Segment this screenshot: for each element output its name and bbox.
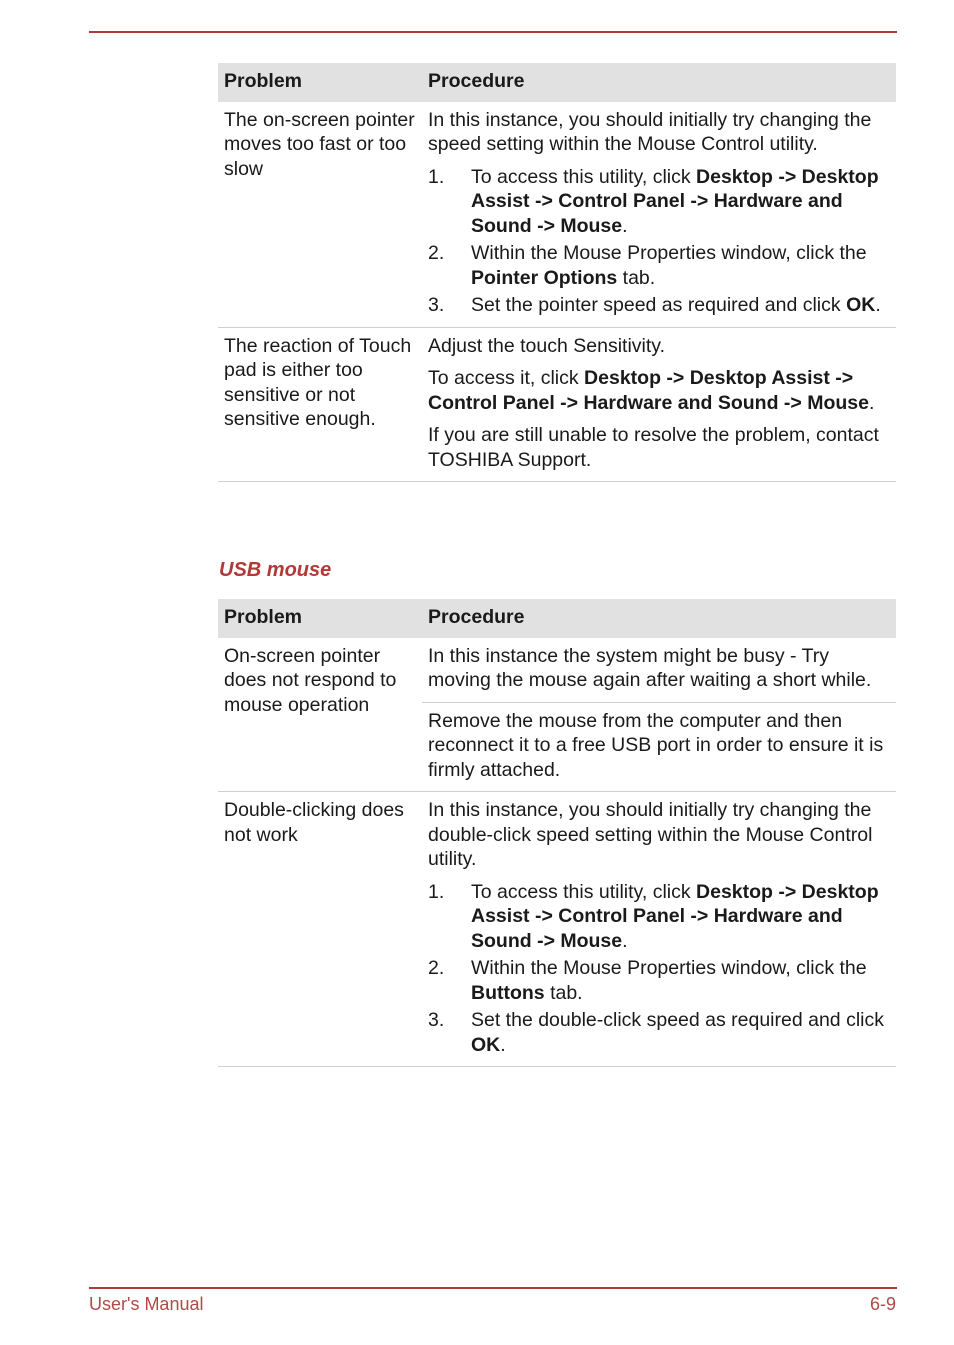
procedure-steps xyxy=(428,880,890,1058)
problem-cell: On-screen pointer does not respond to mouse operation xyxy=(218,638,422,792)
step-number: 3. xyxy=(428,1009,445,1031)
text-run: To access this utility, click xyxy=(471,880,697,903)
bold-text: Desktop -> Desktop Assist -> Control Panel -> Hardware and Sound -> Mouse xyxy=(471,880,879,952)
procedure-steps xyxy=(428,165,890,318)
procedure-intro: In this instance, you should initially try changing the speed setting within the Mouse Control utility. xyxy=(428,108,872,155)
column-header-procedure: Procedure xyxy=(422,63,896,102)
text-run: . xyxy=(868,391,875,414)
procedure-cell: In this instance the system might be busy - Try moving the mouse again after waiting a short while. xyxy=(422,638,896,703)
table-row xyxy=(218,102,896,328)
step-number: 2. xyxy=(428,957,445,979)
text-run: To access this utility, click xyxy=(471,165,697,188)
text-run: . xyxy=(500,1033,506,1056)
section-title-usb-mouse: USB mouse xyxy=(219,559,332,581)
bold-text: OK xyxy=(846,294,876,316)
text-run: tab. xyxy=(617,266,656,289)
procedure-step xyxy=(428,165,890,239)
footer-page-number: 6-9 xyxy=(869,1294,896,1314)
header-rule xyxy=(89,31,897,33)
procedure-intro: In this instance, you should initially try changing the double-click speed setting within the Mouse Control utility. xyxy=(428,799,873,870)
column-header-procedure: Procedure xyxy=(422,599,896,638)
step-number: 1. xyxy=(428,880,445,903)
text-run: Within the Mouse Properties window, click the xyxy=(471,957,867,979)
step-number: 2. xyxy=(428,242,445,264)
procedure-paragraph xyxy=(428,366,890,415)
table-row xyxy=(218,638,896,703)
table-row xyxy=(218,792,896,1067)
procedure-cell: Remove the mouse from the computer and then reconnect it to a free USB port in order to ensure it is firmly attached. xyxy=(422,702,896,792)
problem-cell: The reaction of Touch pad is either too sensitive or not sensitive enough. xyxy=(218,327,422,482)
procedure-cell xyxy=(422,792,896,1067)
bold-text: Buttons xyxy=(471,981,545,1004)
text-run: . xyxy=(622,929,628,952)
procedure-cell xyxy=(422,327,896,482)
text-run: . xyxy=(875,294,881,316)
step-number: 3. xyxy=(428,294,445,316)
troubleshooting-table-touchpad xyxy=(218,63,896,482)
problem-cell: Double-clicking does not work xyxy=(218,792,422,1067)
table-header-row xyxy=(218,599,896,638)
procedure-paragraph: Adjust the touch Sensitivity. xyxy=(428,334,666,357)
bold-text: Desktop -> Desktop Assist -> Control Panel -> Hardware and Sound -> Mouse xyxy=(471,165,879,237)
table-row xyxy=(218,327,896,482)
text-run: tab. xyxy=(544,981,583,1004)
step-number: 1. xyxy=(428,165,445,188)
procedure-step xyxy=(428,241,890,290)
text-run: . xyxy=(622,214,628,237)
procedure-step xyxy=(428,880,890,954)
column-header-problem: Problem xyxy=(218,63,422,102)
procedure-cell xyxy=(422,102,896,328)
procedure-paragraph: If you are still unable to resolve the problem, contact TOSHIBA Support. xyxy=(428,424,879,471)
table-header-row xyxy=(218,63,896,102)
column-header-problem: Problem xyxy=(218,599,422,638)
troubleshooting-table-usb-mouse xyxy=(218,599,896,1067)
bold-text: Pointer Options xyxy=(471,266,618,289)
procedure-step xyxy=(428,1008,890,1057)
footer-manual-title: User's Manual xyxy=(89,1294,204,1314)
bold-text: Desktop -> Desktop Assist -> Control Panel -> Hardware and Sound -> Mouse xyxy=(428,367,869,414)
problem-cell: The on-screen pointer moves too fast or too slow xyxy=(218,102,422,328)
text-run: Set the pointer speed as required and click xyxy=(471,294,847,316)
text-run: Set the double-click speed as required and click xyxy=(471,1009,884,1031)
procedure-step xyxy=(428,293,890,318)
footer-rule xyxy=(89,1287,897,1289)
text-run: To access it, click xyxy=(428,367,585,389)
text-run: Within the Mouse Properties window, click the xyxy=(471,242,867,264)
procedure-step xyxy=(428,956,890,1005)
bold-text: OK xyxy=(471,1033,501,1056)
